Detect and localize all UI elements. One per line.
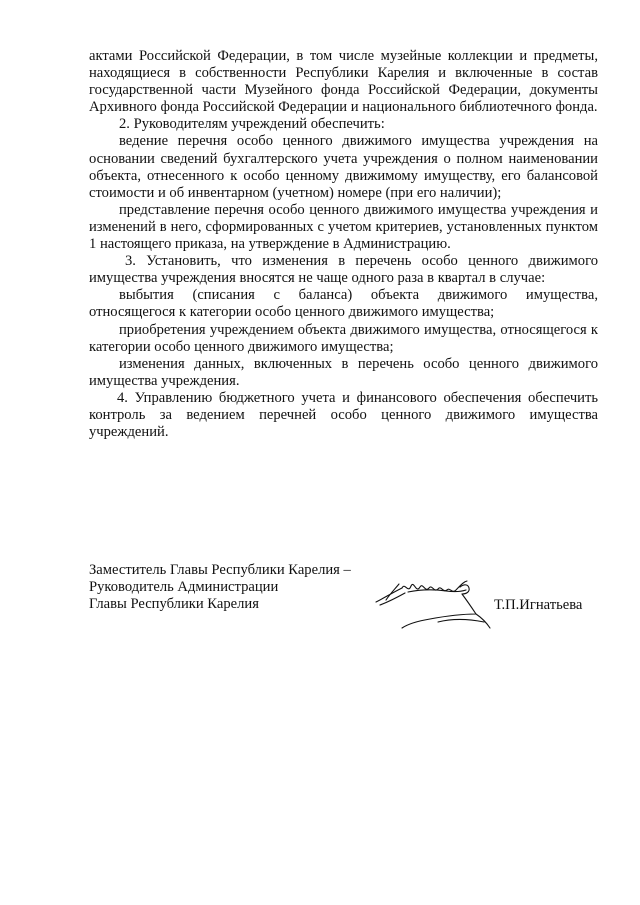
position-line: Заместитель Главы Республики Карелия –	[89, 562, 351, 578]
paragraph-item-2-subitem-2: представление перечня особо ценного движимого имущества учреждения и изменений в него, сформированных с учетом критериев, установленных пунктом 1 настоящего приказа, на утверждение в Администрацию.	[89, 201, 598, 253]
paragraph-continuation: актами Российской Федерации, в том числе музейные коллекции и предметы, находящиеся в собственности Республики Карелия и включенные в состав государственной части Музейного фонда Российской Федерации, документы Архивного фонда Российской Федерации и национального библиотечного фонда.	[89, 48, 598, 116]
paragraph-item-2-subitem-1: ведение перечня особо ценного движимого имущества учреждения на основании сведений бухгалтерского учета учреждения о полном наименовании объекта, отнесенного к особо ценному движимому имуществу, его балансовой стоимости и об инвентарном (учетном) номере (при его наличии);	[89, 133, 598, 201]
paragraph-item-4: 4. Управлению бюджетного учета и финансового обеспечения обеспечить контроль за ведением перечней особо ценного движимого имущества учреждений.	[89, 389, 598, 441]
position-line: Главы Республики Карелия	[89, 596, 259, 613]
paragraph-item-3-case-1: выбытия (списания с баланса) объекта движимого имущества, относящегося к категории особо ценного движимого имущества;	[89, 287, 598, 321]
signer-name: Т.П.Игнатьева	[494, 597, 583, 613]
paragraph-item-3: 3. Установить, что изменения в перечень особо ценного движимого имущества учреждения вносятся не чаще одного раза в квартал в случае:	[89, 253, 598, 287]
paragraph-item-2: 2. Руководителям учреждений обеспечить:	[119, 116, 385, 133]
paragraph-item-3-case-3: изменения данных, включенных в перечень особо ценного движимого имущества учреждения.	[89, 355, 598, 389]
paragraph-item-3-case-2: приобретения учреждением объекта движимого имущества, относящегося к категории особо ценного движимого имущества;	[89, 321, 598, 355]
document-body	[89, 48, 598, 441]
handwritten-signature-image	[372, 578, 494, 636]
signatory-position	[89, 562, 351, 614]
position-line: Руководитель Администрации	[89, 579, 279, 596]
